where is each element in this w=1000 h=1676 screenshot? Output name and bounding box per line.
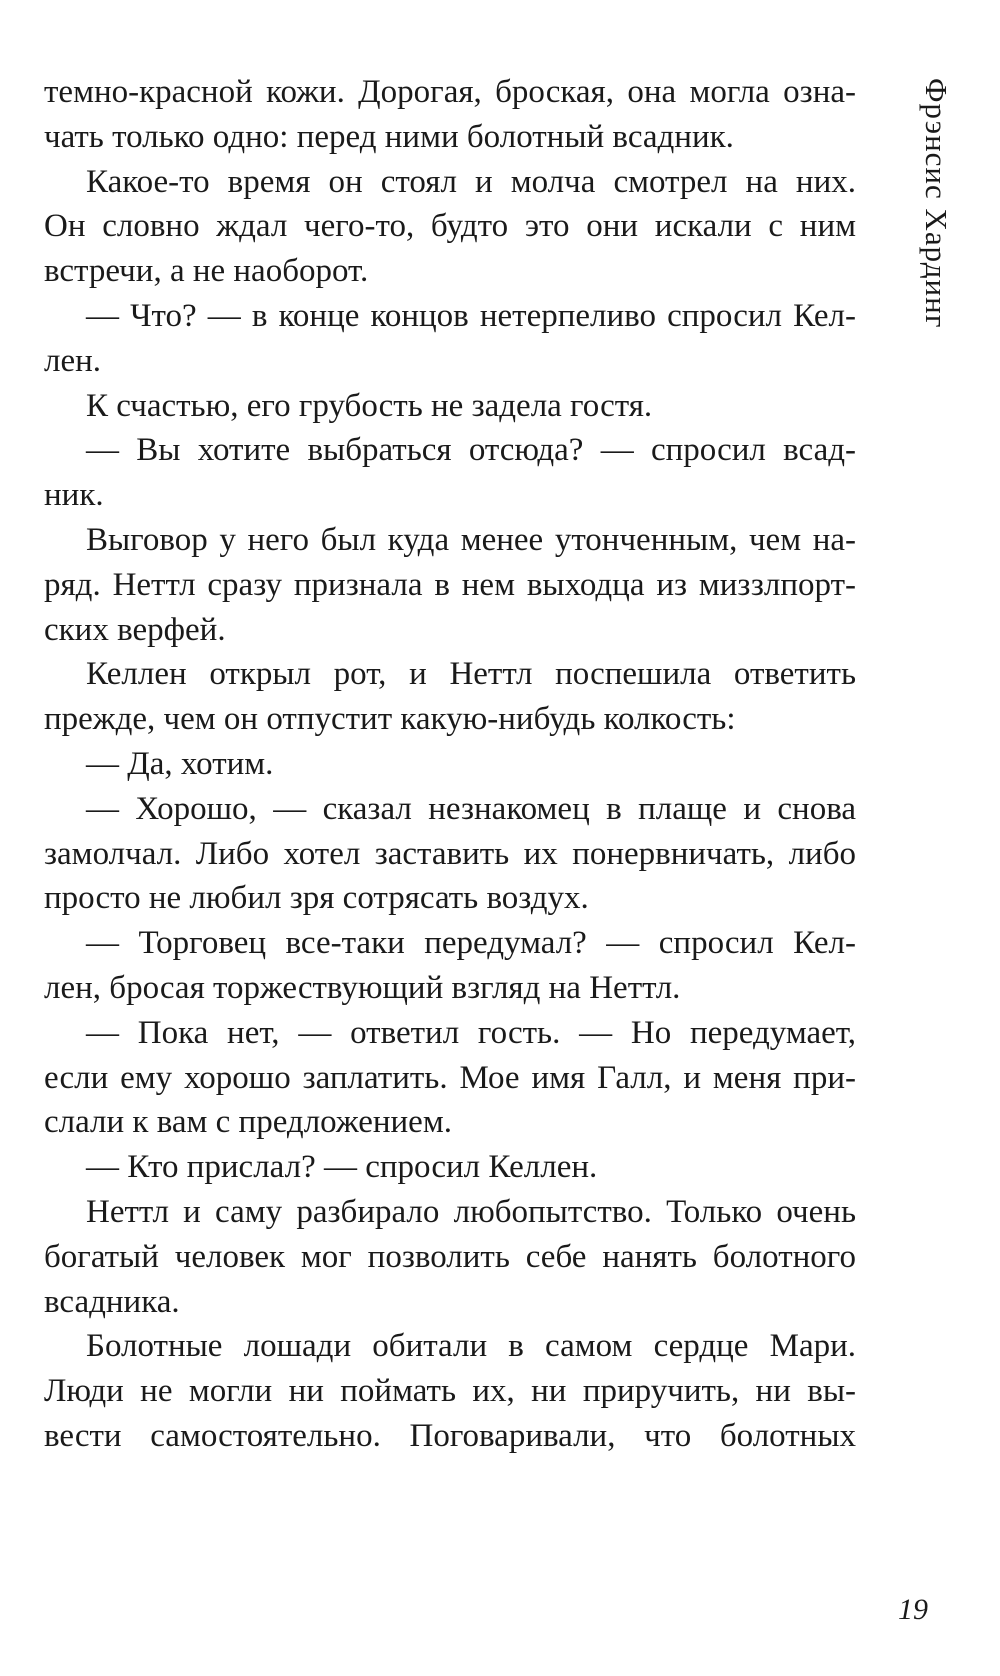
text-line: лен.: [44, 342, 102, 379]
text-line: чать только одно: перед ними болотный всадник.: [44, 118, 734, 155]
running-head: [910, 78, 960, 398]
text-line: Келлен открыл рот, и Неттл поспешила ответить: [86, 656, 856, 693]
text-line: — Пока нет, — ответил гость. — Но передумает,: [86, 1014, 856, 1051]
text-line: прежде, чем он отпустит какую-нибудь колкость:: [44, 701, 736, 738]
text-line: Он словно ждал чего-то, будто это они искали с ним: [44, 208, 856, 245]
text-line: ряд. Неттл сразу признала в нем выходца из миззлпорт-: [44, 566, 856, 603]
text-line: Выговор у него был куда менее утонченным, чем на-: [86, 521, 856, 558]
text-line: Неттл и саму разбирало любопытство. Только очень: [86, 1193, 856, 1230]
text-line: ских верфей.: [44, 611, 226, 648]
text-line: богатый человек мог позволить себе нанять болотного: [44, 1238, 856, 1275]
text-line: просто не любил зря сотрясать воздух.: [44, 880, 589, 917]
text-line: — Торговец все-таки передумал? — спросил Кел-: [86, 925, 856, 962]
text-line: — Что? — в конце концов нетерпеливо спросил Кел-: [86, 297, 856, 334]
body-text: [44, 70, 856, 1459]
text-line: встречи, а не наоборот.: [44, 253, 369, 290]
text-line: Какое-то время он стоял и молча смотрел на них.: [86, 163, 856, 200]
text-line: — Хорошо, — сказал незнакомец в плаще и снова: [86, 790, 856, 827]
text-line: — Кто прислал? — спросил Келлен.: [86, 1149, 598, 1186]
text-line: всадника.: [44, 1283, 180, 1320]
text-line: — Вы хотите выбраться отсюда? — спросил всад-: [86, 432, 856, 469]
running-head-author: Фрэнсис Хардинг: [919, 78, 954, 329]
text-line: лен, бросая торжествующий взгляд на Неттл.: [44, 969, 681, 1006]
text-line: ник.: [44, 477, 104, 514]
text-line: вести самостоятельно. Поговаривали, что болотных: [44, 1417, 856, 1454]
page-number: 19: [898, 1593, 928, 1626]
text-line: темно-красной кожи. Дорогая, броская, она могла озна-: [44, 74, 856, 110]
text-line: — Да, хотим.: [86, 745, 274, 782]
text-line: замолчал. Либо хотел заставить их понервничать, либо: [44, 835, 856, 872]
text-line: К счастью, его грубость не задела гостя.: [86, 387, 653, 424]
text-line: Болотные лошади обитали в самом сердце Мари.: [86, 1328, 856, 1365]
text-line: Люди не могли ни поймать их, ни приручить, ни вы-: [44, 1373, 856, 1410]
text-line: если ему хорошо заплатить. Мое имя Галл, и меня при-: [44, 1059, 856, 1096]
text-line: слали к вам с предложением.: [44, 1104, 452, 1141]
